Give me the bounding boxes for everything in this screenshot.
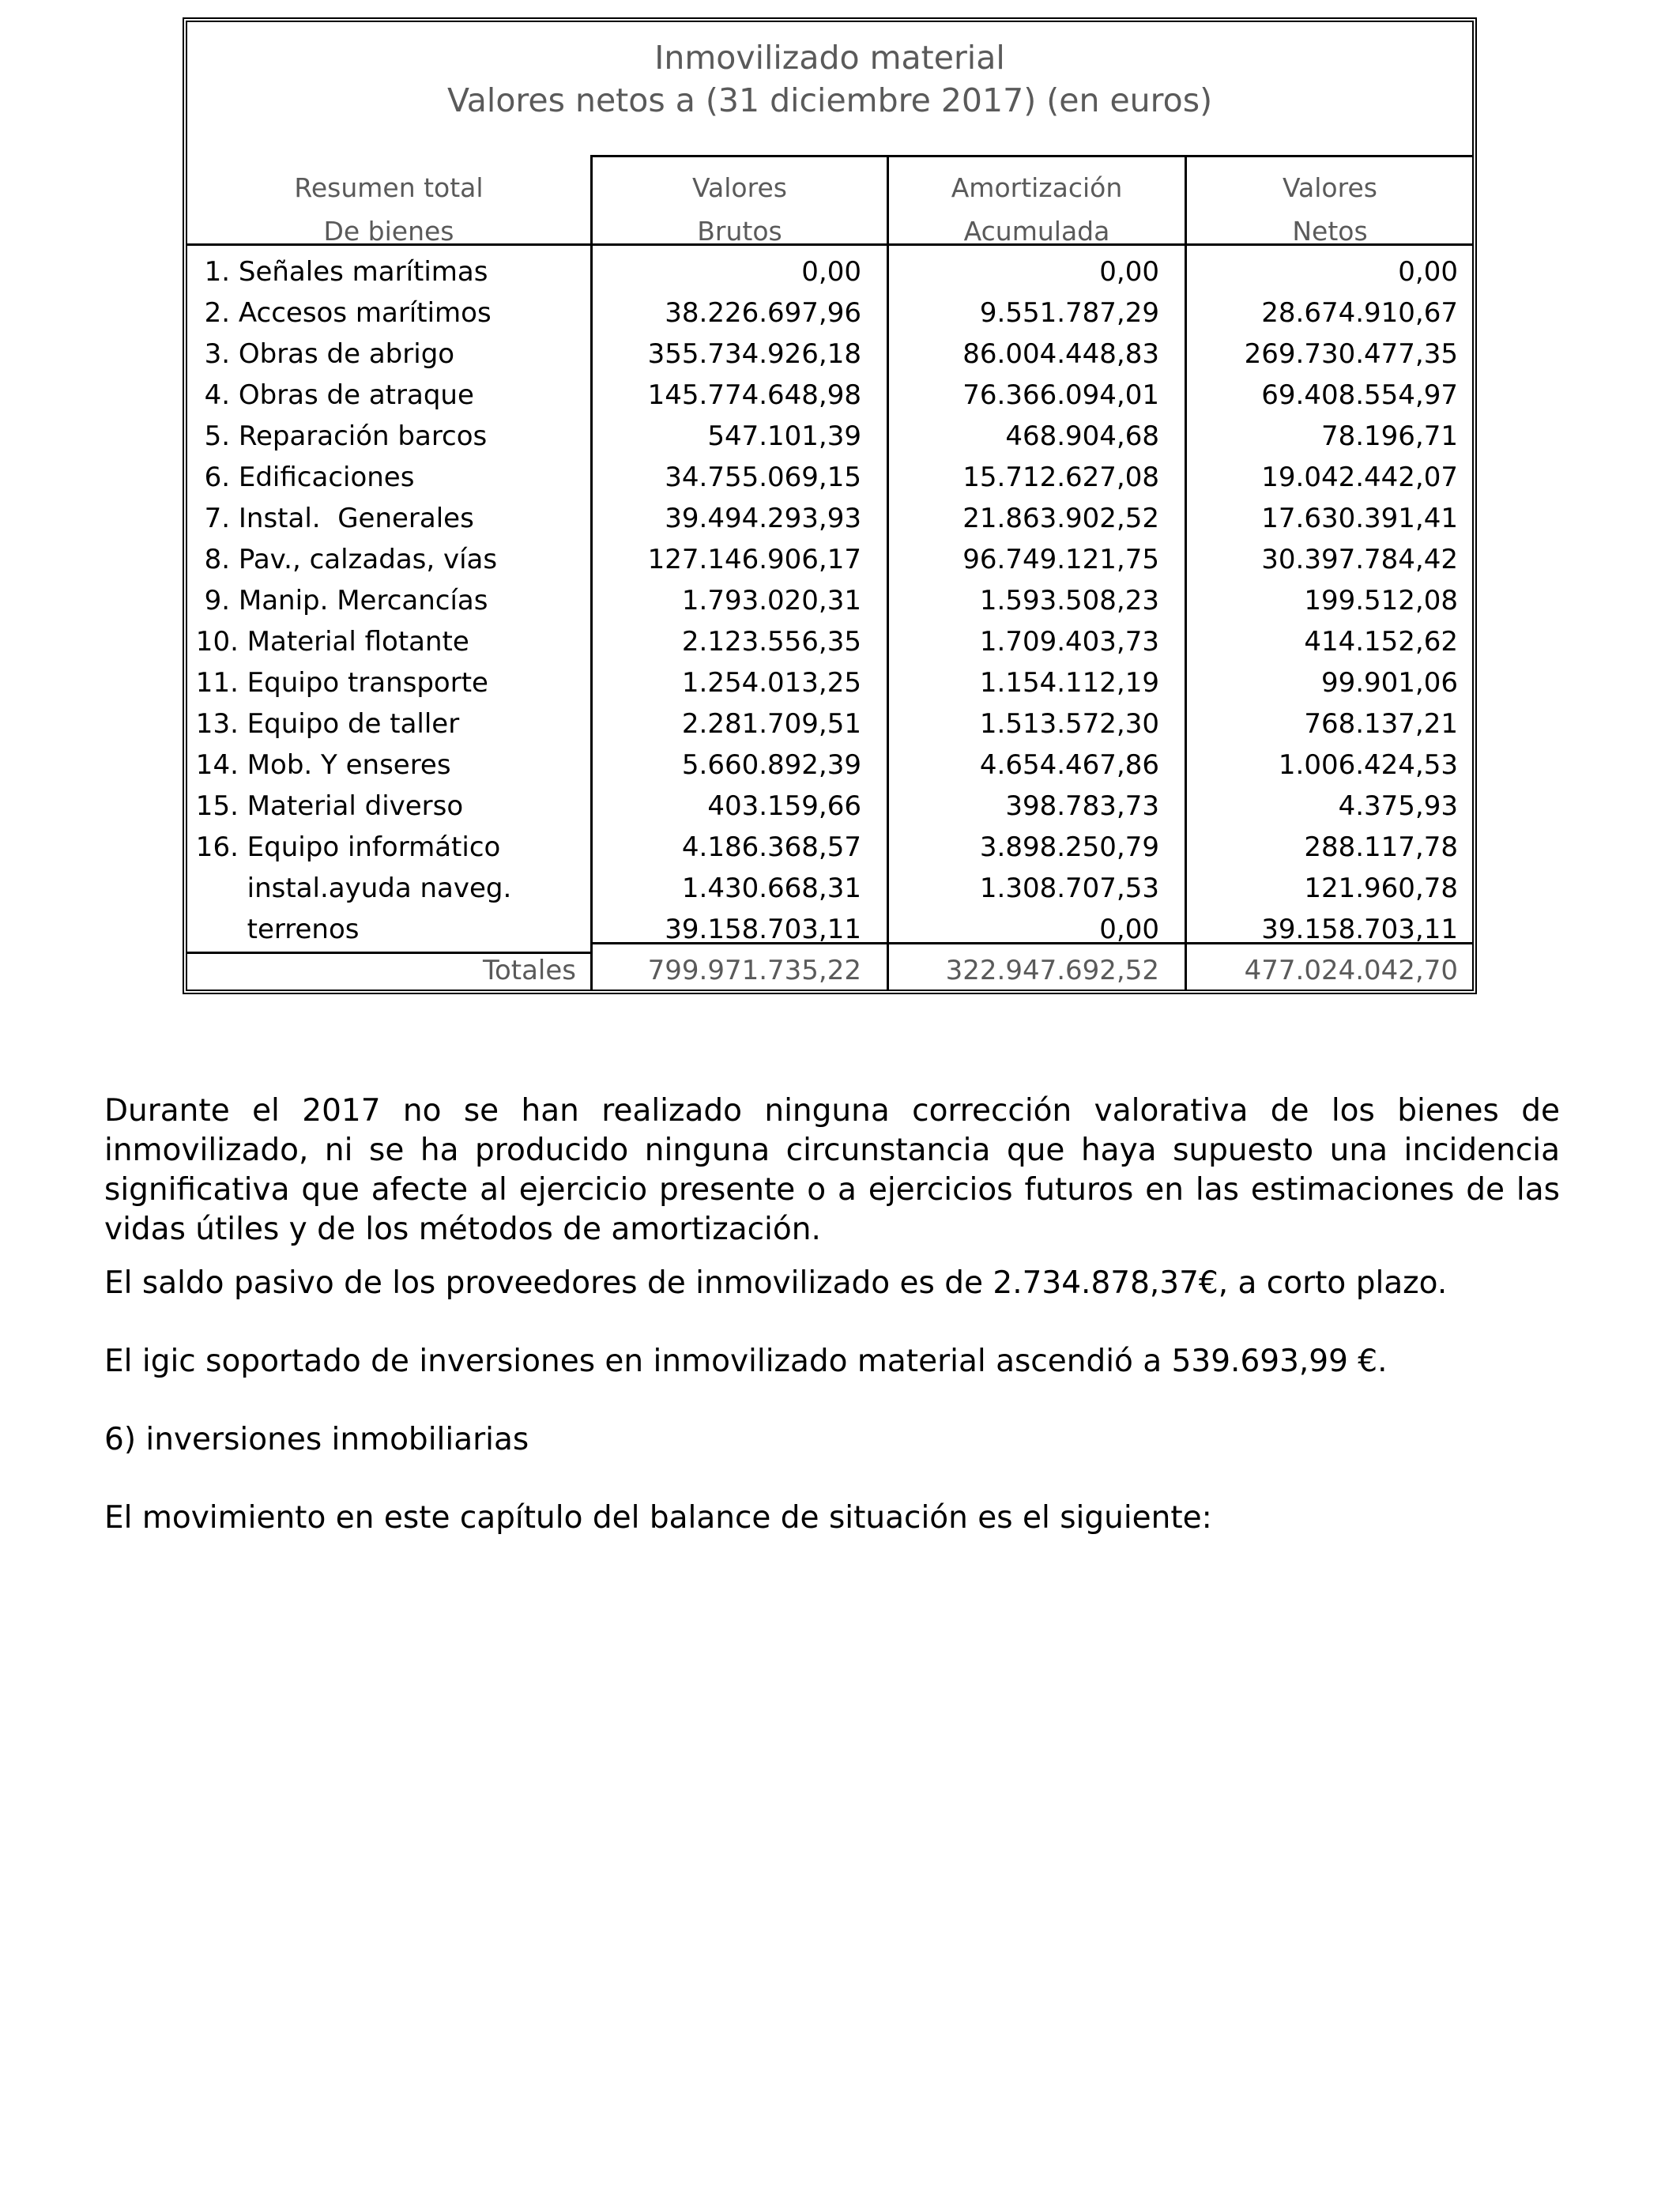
row-label: 8. Pav., calzadas, vías <box>187 544 498 575</box>
cell-neto: 99.901,06 <box>1320 667 1458 699</box>
table-row <box>187 457 1472 498</box>
table-row <box>187 539 1472 580</box>
cell-bruto: 145.774.648,98 <box>647 379 861 411</box>
cell-bruto: 4.186.368,57 <box>681 831 861 863</box>
total-bruto: 799.971.735,22 <box>647 955 861 986</box>
cell-neto: 30.397.784,42 <box>1261 544 1458 575</box>
cell-amort: 76.366.094,01 <box>962 379 1159 411</box>
header-text: Brutos <box>697 216 782 247</box>
header-text: Netos <box>1292 216 1368 247</box>
cell-bruto: 39.158.703,11 <box>665 914 861 945</box>
cell-neto: 1.006.424,53 <box>1278 749 1458 781</box>
cell-amort: 1.709.403,73 <box>979 626 1159 658</box>
header-col-bienes <box>187 172 590 247</box>
cell-amort: 3.898.250,79 <box>979 831 1159 863</box>
header-text: Amortización <box>951 172 1123 203</box>
header-col-amortizacion <box>889 172 1185 247</box>
cell-amort: 4.654.467,86 <box>979 749 1159 781</box>
cell-bruto: 403.159,66 <box>707 790 861 822</box>
cell-amort: 0,00 <box>1099 914 1159 945</box>
table-row <box>187 334 1472 375</box>
table-row <box>187 786 1472 827</box>
row-label: 16. Equipo informático <box>187 831 501 863</box>
title-divider <box>590 155 1472 157</box>
row-label: 9. Manip. Mercancías <box>187 585 488 616</box>
fixed-assets-table <box>183 17 1477 994</box>
table-row <box>187 827 1472 868</box>
totals-label: Totales <box>482 955 576 986</box>
table-row <box>187 375 1472 416</box>
header-text: De bienes <box>323 216 454 247</box>
cell-bruto: 5.660.892,39 <box>681 749 861 781</box>
cell-amort: 0,00 <box>1099 256 1159 288</box>
header-col-netos <box>1187 172 1473 247</box>
total-neto: 477.024.042,70 <box>1244 955 1458 986</box>
table-title: Inmovilizado material <box>654 39 1005 77</box>
cell-amort: 1.154.112,19 <box>979 667 1159 699</box>
cell-amort: 468.904,68 <box>1005 420 1159 452</box>
row-label: 4. Obras de atraque <box>187 379 474 411</box>
cell-amort: 15.712.627,08 <box>962 462 1159 493</box>
cell-bruto: 2.281.709,51 <box>681 708 861 740</box>
header-text: Acumulada <box>963 216 1110 247</box>
row-label: 10. Material flotante <box>187 626 469 658</box>
cell-neto: 269.730.477,35 <box>1244 338 1458 370</box>
table-row <box>187 621 1472 662</box>
cell-neto: 28.674.910,67 <box>1261 297 1458 329</box>
cell-bruto: 1.254.013,25 <box>681 667 861 699</box>
cell-amort: 398.783,73 <box>1005 790 1159 822</box>
cell-bruto: 1.430.668,31 <box>681 873 861 904</box>
paragraph-movimiento-capitulo: El movimiento en este capítulo del balance de situación es el siguiente: <box>104 1500 1212 1536</box>
header-text: Valores <box>692 172 787 203</box>
cell-bruto: 38.226.697,96 <box>665 297 861 329</box>
cell-neto: 69.408.554,97 <box>1261 379 1458 411</box>
header-text: Valores <box>1283 172 1377 203</box>
cell-neto: 78.196,71 <box>1320 420 1458 452</box>
row-label: 13. Equipo de taller <box>187 708 460 740</box>
cell-bruto: 2.123.556,35 <box>681 626 861 658</box>
row-label: 1. Señales marítimas <box>187 256 488 288</box>
cell-bruto: 127.146.906,17 <box>647 544 861 575</box>
cell-neto: 0,00 <box>1398 256 1458 288</box>
paragraph-saldo-pasivo: El saldo pasivo de los proveedores de inmovilizado es de 2.734.878,37€, a corto plazo. <box>104 1265 1448 1301</box>
cell-neto: 121.960,78 <box>1304 873 1458 904</box>
table-row <box>187 703 1472 745</box>
paragraph-correccion-valorativa: Durante el 2017 no se han realizado ninguna corrección valorativa de los bienes de inmovilizado, ni se ha producido ninguna circunstancia que haya supuesto una incidencia significativa que afecte al ejercicio presente o a ejercicios futuros en las estimaciones de las vidas útiles y de los métodos de amortización. <box>104 1093 1560 1247</box>
cell-neto: 19.042.442,07 <box>1261 462 1458 493</box>
section-heading-inversiones-inmobiliarias: 6) inversiones inmobiliarias <box>104 1422 529 1457</box>
table-row <box>187 580 1472 621</box>
cell-bruto: 0,00 <box>801 256 861 288</box>
table-row <box>187 868 1472 909</box>
cell-bruto: 39.494.293,93 <box>665 503 861 534</box>
cell-amort: 21.863.902,52 <box>962 503 1159 534</box>
row-label: 5. Reparación barcos <box>187 420 488 452</box>
row-label: 2. Accesos marítimos <box>187 297 492 329</box>
table-row <box>187 251 1472 292</box>
row-label: 15. Material diverso <box>187 790 464 822</box>
totals-row <box>187 950 1472 991</box>
cell-neto: 768.137,21 <box>1304 708 1458 740</box>
row-label: terrenos <box>187 914 360 945</box>
table-row <box>187 909 1472 950</box>
row-label: instal.ayuda naveg. <box>187 873 512 904</box>
paragraph-igic-soportado: El igic soportado de inversiones en inmovilizado material ascendió a 539.693,99 €. <box>104 1344 1388 1379</box>
row-label: 6. Edificaciones <box>187 462 415 493</box>
header-text: Resumen total <box>294 172 484 203</box>
table-title-block <box>187 22 1472 156</box>
total-amort: 322.947.692,52 <box>945 955 1159 986</box>
cell-amort: 9.551.787,29 <box>979 297 1159 329</box>
table-row <box>187 292 1472 334</box>
cell-neto: 17.630.391,41 <box>1261 503 1458 534</box>
row-label: 3. Obras de abrigo <box>187 338 455 370</box>
cell-bruto: 355.734.926,18 <box>647 338 861 370</box>
cell-amort: 1.513.572,30 <box>979 708 1159 740</box>
table-row <box>187 745 1472 786</box>
cell-amort: 96.749.121,75 <box>962 544 1159 575</box>
cell-amort: 1.308.707,53 <box>979 873 1159 904</box>
cell-bruto: 1.793.020,31 <box>681 585 861 616</box>
table-subtitle: Valores netos a (31 diciembre 2017) (en euros) <box>446 81 1213 119</box>
cell-neto: 39.158.703,11 <box>1261 914 1458 945</box>
cell-amort: 1.593.508,23 <box>979 585 1159 616</box>
cell-neto: 199.512,08 <box>1304 585 1458 616</box>
table-row <box>187 662 1472 703</box>
table-row <box>187 416 1472 457</box>
cell-bruto: 547.101,39 <box>707 420 861 452</box>
cell-bruto: 34.755.069,15 <box>665 462 861 493</box>
row-label: 11. Equipo transporte <box>187 667 488 699</box>
cell-amort: 86.004.448,83 <box>962 338 1159 370</box>
header-col-brutos <box>593 172 887 247</box>
row-label: 7. Instal. Generales <box>187 503 474 534</box>
cell-neto: 414.152,62 <box>1304 626 1458 658</box>
table-row <box>187 498 1472 539</box>
row-label: 14. Mob. Y enseres <box>187 749 451 781</box>
cell-neto: 288.117,78 <box>1304 831 1458 863</box>
cell-neto: 4.375,93 <box>1338 790 1458 822</box>
